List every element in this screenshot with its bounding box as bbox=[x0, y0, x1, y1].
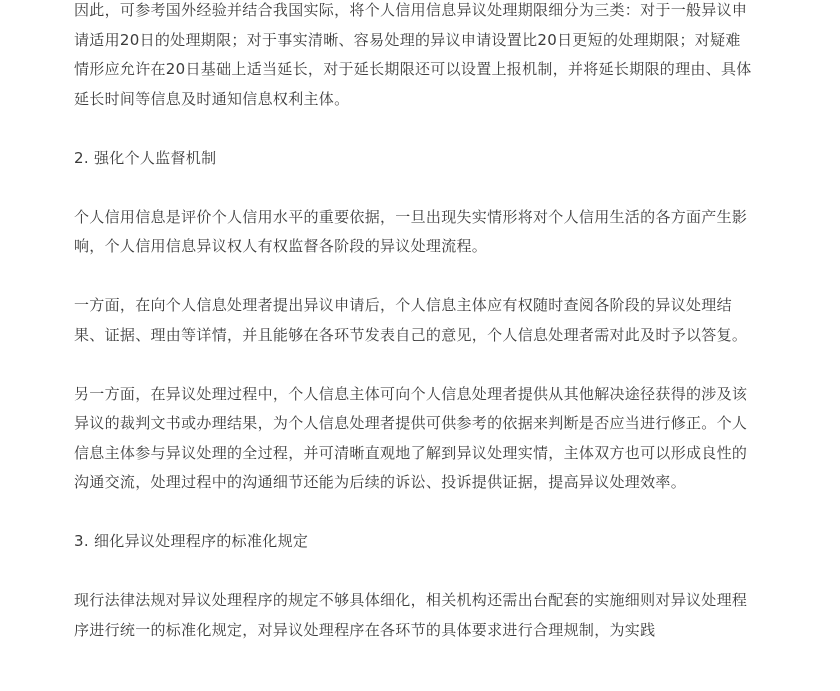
paragraph-on-other-hand: 另一方面，在异议处理过程中，个人信息主体可向个人信息处理者提供从其他解决途径获得的涉及该异议的裁判文书或办理结果，为个人信息处理者提供可供参考的依据来判断是否应当进行修正。个人信息主体参与异议处理的全过程，并可清晰直观地了解到异议处理实情，主体双方也可以形成良性的沟通交流，处理过程中的沟通细节还能为后续的诉讼、投诉提供证据，提高异议处理效率。 bbox=[74, 384, 748, 491]
paragraph-processing-periods: 因此，可参考国外经验并结合我国实际，将个人信用信息异议处理期限细分为三类：对于一般异议申请适用20日的处理期限；对于事实清晰、容易处理的异议申请设置比20日更短的处理期限；对疑难情形应允许在20日基础上适当延长，对于延长期限还可以设置上报机制，并将延长期限的理由、具体延长时间等信息及时通知信息权利主体。 bbox=[74, 1, 752, 108]
section-heading-personal-supervision: 2. 强化个人监督机制 bbox=[74, 148, 217, 167]
paragraph-credit-info-importance: 个人信用信息是评价个人信用水平的重要依据，一旦出现失实情形将对个人信用生活的各方面产生影响，个人信用信息异议权人有权监督各阶段的异议处理流程。 bbox=[74, 207, 748, 255]
paragraph-current-regulations: 现行法律法规对异议处理程序的规定不够具体细化，相关机构还需出台配套的实施细则对异议处理程序进行统一的标准化规定，对异议处理程序在各环节的具体要求进行合理规制，为实践 bbox=[74, 591, 748, 639]
section-heading-standardization: 3. 细化异议处理程序的标准化规定 bbox=[74, 532, 309, 550]
paragraph-on-one-hand: 一方面，在向个人信息处理者提出异议申请后，个人信息主体应有权随时查阅各阶段的异议处理结果、证据、理由等详情，并且能够在各环节发表自己的意见，个人信息处理者需对此及时予以答复。 bbox=[74, 296, 748, 344]
article-body bbox=[74, 0, 754, 675]
